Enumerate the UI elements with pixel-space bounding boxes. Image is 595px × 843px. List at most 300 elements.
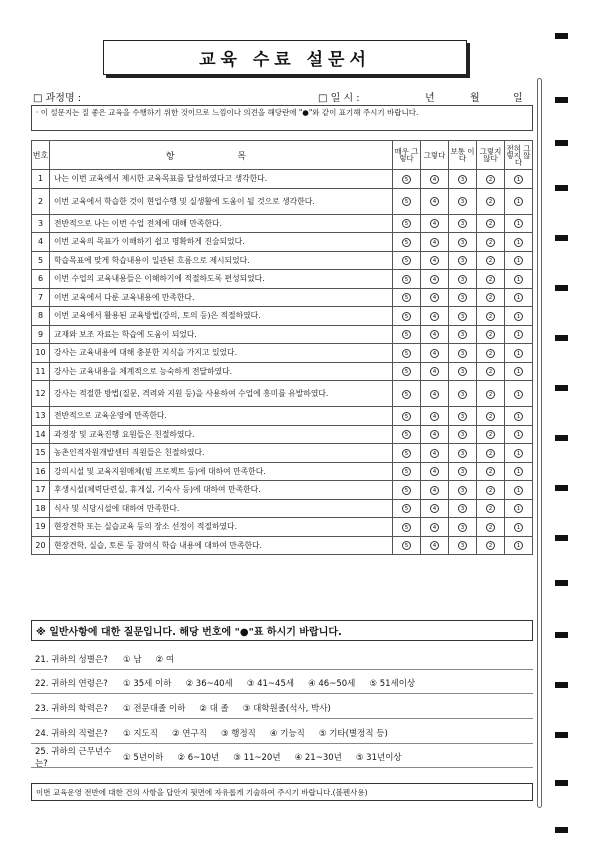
general-question — [31, 746, 533, 768]
score-circle: 4 — [430, 238, 439, 247]
score-option[interactable] — [449, 481, 477, 500]
table-header — [32, 141, 533, 170]
score-option[interactable] — [393, 325, 421, 344]
answer-option[interactable]: ③ 41~45세 — [246, 678, 295, 689]
score-option[interactable] — [421, 362, 449, 381]
score-circle: 2 — [486, 275, 495, 284]
score-circle: 2 — [486, 430, 495, 439]
table-row — [32, 325, 533, 344]
score-circle: 1 — [514, 390, 523, 399]
score-circle: 2 — [486, 367, 495, 376]
date-label: □ 일 시 : — [318, 93, 360, 104]
scale-header-1: 전혀 그렇지 않다 — [505, 141, 533, 170]
answer-option[interactable]: ① 남 — [123, 654, 142, 665]
registration-mark — [555, 385, 568, 391]
score-option[interactable] — [421, 381, 449, 407]
row-question: 강사는 교육내용에 대해 충분한 지식을 가지고 있었다. — [50, 344, 393, 363]
score-circle: 1 — [514, 504, 523, 513]
answer-option[interactable]: ③ 11~20년 — [233, 752, 281, 763]
score-option[interactable] — [393, 381, 421, 407]
score-circle: 2 — [486, 523, 495, 532]
score-circle: 5 — [402, 523, 411, 532]
row-question: 전반적으로 교육운영에 만족한다. — [50, 407, 393, 426]
score-option[interactable] — [421, 518, 449, 537]
score-circle: 2 — [486, 312, 495, 321]
score-option[interactable] — [393, 481, 421, 500]
score-circle: 3 — [458, 238, 467, 247]
score-circle: 1 — [514, 430, 523, 439]
footer-note: 이번 교육운영 전반에 대한 건의 사항을 답안지 뒷면에 자유롭게 기술하여 주시기 바랍니다.(볼펜사용) — [31, 783, 533, 801]
score-circle: 3 — [458, 197, 467, 206]
score-option[interactable] — [505, 362, 533, 381]
row-question: 나는 이번 교육에서 제시한 교육목표를 달성하였다고 생각한다. — [50, 170, 393, 189]
score-circle: 1 — [514, 541, 523, 550]
score-circle: 5 — [402, 330, 411, 339]
score-option[interactable] — [421, 344, 449, 363]
score-circle: 4 — [430, 367, 439, 376]
score-circle: 4 — [430, 486, 439, 495]
general-question — [31, 648, 533, 670]
score-option[interactable] — [477, 288, 505, 307]
row-question: 현장견학 또는 실습교육 등의 장소 선정이 적절하였다. — [50, 518, 393, 537]
score-option[interactable] — [505, 407, 533, 426]
score-option[interactable] — [393, 344, 421, 363]
registration-mark — [555, 285, 568, 291]
row-number: 10 — [32, 344, 50, 363]
registration-mark — [555, 580, 568, 586]
score-option[interactable] — [505, 481, 533, 500]
score-option[interactable] — [421, 425, 449, 444]
score-circle: 4 — [430, 197, 439, 206]
table-row — [32, 270, 533, 289]
answer-option[interactable]: ① 35세 이하 — [123, 678, 172, 689]
table-row — [32, 518, 533, 537]
score-option[interactable] — [449, 214, 477, 233]
score-circle: 2 — [486, 197, 495, 206]
score-option[interactable] — [421, 407, 449, 426]
score-option[interactable] — [477, 481, 505, 500]
registration-mark — [555, 435, 568, 441]
score-circle: 5 — [402, 390, 411, 399]
table-row — [32, 214, 533, 233]
score-option[interactable] — [393, 270, 421, 289]
score-option[interactable] — [449, 499, 477, 518]
registration-mark — [555, 140, 568, 146]
score-circle: 5 — [402, 367, 411, 376]
score-option[interactable] — [449, 307, 477, 326]
row-number: 6 — [32, 270, 50, 289]
survey-table — [31, 140, 533, 555]
score-circle: 2 — [486, 293, 495, 302]
score-option[interactable] — [449, 444, 477, 463]
table-row — [32, 344, 533, 363]
row-number: 15 — [32, 444, 50, 463]
answer-option[interactable]: ② 여 — [155, 654, 175, 665]
score-circle: 4 — [430, 449, 439, 458]
question-label: 22. 귀하의 연령은? — [35, 678, 108, 689]
score-circle: 4 — [430, 430, 439, 439]
score-option[interactable] — [449, 536, 477, 555]
score-circle: 3 — [458, 390, 467, 399]
score-circle: 2 — [486, 541, 495, 550]
row-question: 이번 교육의 목표가 이해하기 쉽고 명확하게 진술되었다. — [50, 233, 393, 252]
row-question: 교재와 보조 자료는 학습에 도움이 되었다. — [50, 325, 393, 344]
answer-option[interactable]: ③ 행정직 — [220, 728, 256, 739]
score-option[interactable] — [477, 362, 505, 381]
registration-mark — [555, 732, 568, 738]
score-option[interactable] — [477, 307, 505, 326]
score-option[interactable] — [449, 425, 477, 444]
row-question: 이번 수업의 교육내용들은 이해하기에 적절하도록 편성되었다. — [50, 270, 393, 289]
score-option[interactable] — [505, 425, 533, 444]
table-row — [32, 188, 533, 214]
score-option[interactable] — [421, 188, 449, 214]
score-option[interactable] — [477, 462, 505, 481]
score-option[interactable] — [505, 251, 533, 270]
row-question: 학습목표에 맞게 학습내용이 일관된 흐름으로 제시되었다. — [50, 251, 393, 270]
score-option[interactable] — [393, 407, 421, 426]
score-option[interactable] — [449, 381, 477, 407]
score-circle: 3 — [458, 523, 467, 532]
row-number: 19 — [32, 518, 50, 537]
score-option[interactable] — [393, 170, 421, 189]
score-option[interactable] — [505, 325, 533, 344]
score-option[interactable] — [477, 518, 505, 537]
answer-option[interactable]: ④ 46~50세 — [308, 678, 356, 689]
score-option[interactable] — [449, 233, 477, 252]
score-circle: 3 — [458, 412, 467, 421]
score-option[interactable] — [477, 214, 505, 233]
score-circle: 1 — [514, 312, 523, 321]
score-option[interactable] — [393, 251, 421, 270]
score-circle: 5 — [402, 312, 411, 321]
score-circle: 5 — [402, 175, 411, 184]
registration-mark — [555, 335, 568, 341]
score-option[interactable] — [505, 536, 533, 555]
question-label: 21. 귀하의 성별은? — [35, 654, 108, 665]
score-option[interactable] — [393, 307, 421, 326]
score-option[interactable] — [505, 214, 533, 233]
score-option[interactable] — [477, 425, 505, 444]
score-circle: 2 — [486, 486, 495, 495]
score-option[interactable] — [421, 170, 449, 189]
table-row — [32, 499, 533, 518]
score-option[interactable] — [393, 214, 421, 233]
row-question: 이번 교육에서 활용된 교육방법(강의, 토의 등)은 적절하였다. — [50, 307, 393, 326]
score-circle: 5 — [402, 504, 411, 513]
score-circle: 4 — [430, 504, 439, 513]
score-option[interactable] — [505, 444, 533, 463]
score-option[interactable] — [477, 170, 505, 189]
score-option[interactable] — [449, 462, 477, 481]
row-number: 18 — [32, 499, 50, 518]
score-option[interactable] — [421, 481, 449, 500]
score-option[interactable] — [477, 499, 505, 518]
score-option[interactable] — [393, 362, 421, 381]
score-option[interactable] — [477, 444, 505, 463]
score-circle: 4 — [430, 541, 439, 550]
score-option[interactable] — [505, 307, 533, 326]
score-option[interactable] — [393, 288, 421, 307]
score-option[interactable] — [505, 288, 533, 307]
row-number: 1 — [32, 170, 50, 189]
score-option[interactable] — [477, 344, 505, 363]
answer-option[interactable]: ③ 대학원졸(석사, 박사) — [242, 703, 331, 714]
score-circle: 3 — [458, 367, 467, 376]
score-circle: 4 — [430, 275, 439, 284]
score-option[interactable] — [449, 344, 477, 363]
score-option[interactable] — [421, 270, 449, 289]
score-circle: 4 — [430, 330, 439, 339]
score-option[interactable] — [421, 462, 449, 481]
question-label: 23. 귀하의 학력은? — [35, 703, 108, 714]
row-number: 20 — [32, 536, 50, 555]
answer-option[interactable]: ⑤ 31년이상 — [355, 752, 402, 763]
score-circle: 1 — [514, 367, 523, 376]
score-circle: 5 — [402, 467, 411, 476]
score-option[interactable] — [477, 270, 505, 289]
score-option[interactable] — [505, 233, 533, 252]
registration-mark — [555, 780, 568, 786]
row-question: 현장견학, 실습, 토론 등 참여식 학습 내용에 대하여 만족한다. — [50, 536, 393, 555]
score-circle: 4 — [430, 467, 439, 476]
answer-option[interactable]: ② 대 졸 — [199, 703, 229, 714]
row-number: 16 — [32, 462, 50, 481]
table-row — [32, 444, 533, 463]
table-row — [32, 307, 533, 326]
table-row — [32, 170, 533, 189]
score-circle: 5 — [402, 293, 411, 302]
score-circle: 1 — [514, 467, 523, 476]
score-circle: 3 — [458, 541, 467, 550]
score-circle: 1 — [514, 275, 523, 284]
score-circle: 4 — [430, 256, 439, 265]
score-option[interactable] — [505, 188, 533, 214]
score-option[interactable] — [393, 233, 421, 252]
table-row — [32, 381, 533, 407]
row-number: 4 — [32, 233, 50, 252]
registration-mark — [555, 235, 568, 241]
score-option[interactable] — [393, 518, 421, 537]
scale-header-5: 매우 그렇다 — [393, 141, 421, 170]
score-circle: 1 — [514, 449, 523, 458]
day-label: 일 — [513, 93, 523, 104]
score-circle: 2 — [486, 390, 495, 399]
col-num-header: 번호 — [32, 141, 50, 170]
row-question: 강사는 적절한 방법(질문, 격려와 지원 등)을 사용하여 수업에 흥미를 유발하였다. — [50, 381, 393, 407]
answer-option[interactable]: ④ 기능직 — [269, 728, 305, 739]
answer-option[interactable]: ② 6~10년 — [177, 752, 220, 763]
answer-option[interactable]: ⑤ 기타(별정직 등) — [318, 728, 388, 739]
table-row — [32, 233, 533, 252]
score-option[interactable] — [421, 536, 449, 555]
score-option[interactable] — [449, 170, 477, 189]
row-number: 13 — [32, 407, 50, 426]
score-circle: 3 — [458, 504, 467, 513]
score-option[interactable] — [449, 251, 477, 270]
score-circle: 5 — [402, 541, 411, 550]
row-number: 5 — [32, 251, 50, 270]
score-option[interactable] — [477, 536, 505, 555]
registration-mark — [555, 33, 568, 39]
answer-option[interactable]: ② 연구직 — [171, 728, 207, 739]
score-option[interactable] — [421, 233, 449, 252]
row-question: 후생시설(체력단련실, 휴게실, 기숙사 등)에 대하여 만족한다. — [50, 481, 393, 500]
answer-option[interactable]: ① 지도직 — [123, 728, 158, 739]
row-question: 이번 교육에서 학습한 것이 현업수행 및 실생활에 도움이 될 것으로 생각한다. — [50, 188, 393, 214]
score-option[interactable] — [449, 362, 477, 381]
score-circle: 3 — [458, 256, 467, 265]
score-circle: 3 — [458, 349, 467, 358]
answer-option[interactable]: ② 36~40세 — [185, 678, 233, 689]
score-circle: 3 — [458, 293, 467, 302]
side-bar — [537, 78, 542, 808]
score-option[interactable] — [477, 407, 505, 426]
score-option[interactable] — [449, 325, 477, 344]
score-circle: 2 — [486, 256, 495, 265]
score-circle: 2 — [486, 175, 495, 184]
registration-mark — [555, 682, 568, 688]
score-option[interactable] — [505, 170, 533, 189]
score-circle: 3 — [458, 219, 467, 228]
score-circle: 5 — [402, 430, 411, 439]
score-option[interactable] — [393, 188, 421, 214]
score-option[interactable] — [477, 233, 505, 252]
score-option[interactable] — [477, 325, 505, 344]
score-circle: 1 — [514, 293, 523, 302]
table-row — [32, 425, 533, 444]
score-circle: 4 — [430, 293, 439, 302]
row-number: 11 — [32, 362, 50, 381]
score-circle: 4 — [430, 412, 439, 421]
answer-option[interactable]: ① 5년이하 — [123, 752, 164, 763]
score-circle: 3 — [458, 467, 467, 476]
score-circle: 2 — [486, 412, 495, 421]
score-circle: 1 — [514, 175, 523, 184]
score-circle: 1 — [514, 238, 523, 247]
score-circle: 1 — [514, 219, 523, 228]
month-label: 월 — [470, 93, 480, 104]
score-option[interactable] — [505, 270, 533, 289]
row-number: 9 — [32, 325, 50, 344]
score-circle: 1 — [514, 197, 523, 206]
row-number: 14 — [32, 425, 50, 444]
general-question — [31, 672, 533, 694]
general-section-title: ※ 일반사항에 대한 질문입니다. 해당 번호에 "●"표 하시기 바랍니다. — [31, 620, 533, 641]
score-option[interactable] — [393, 462, 421, 481]
score-circle: 5 — [402, 486, 411, 495]
score-option[interactable] — [449, 407, 477, 426]
score-option[interactable] — [393, 536, 421, 555]
row-question: 강사는 교육내용을 체계적으로 능숙하게 전달하였다. — [50, 362, 393, 381]
score-option[interactable] — [505, 518, 533, 537]
score-circle: 1 — [514, 523, 523, 532]
score-circle: 4 — [430, 349, 439, 358]
course-name-label: □ 과정명 : — [33, 93, 82, 104]
row-number: 7 — [32, 288, 50, 307]
general-question — [31, 722, 533, 744]
score-option[interactable] — [393, 425, 421, 444]
score-option[interactable] — [449, 518, 477, 537]
score-circle: 3 — [458, 430, 467, 439]
score-circle: 5 — [402, 197, 411, 206]
score-option[interactable] — [421, 444, 449, 463]
score-circle: 3 — [458, 275, 467, 284]
row-number: 3 — [32, 214, 50, 233]
row-number: 12 — [32, 381, 50, 407]
score-option[interactable] — [505, 344, 533, 363]
score-option[interactable] — [421, 499, 449, 518]
score-option[interactable] — [449, 188, 477, 214]
score-option[interactable] — [505, 499, 533, 518]
score-option[interactable] — [421, 251, 449, 270]
row-number: 8 — [32, 307, 50, 326]
registration-mark — [555, 485, 568, 491]
question-label: 24. 귀하의 직렬은? — [35, 728, 108, 739]
row-question: 전반적으로 나는 이번 수업 전체에 대해 만족한다. — [50, 214, 393, 233]
score-circle: 2 — [486, 330, 495, 339]
table-row — [32, 462, 533, 481]
score-circle: 5 — [402, 449, 411, 458]
score-option[interactable] — [477, 251, 505, 270]
score-circle: 4 — [430, 312, 439, 321]
score-option[interactable] — [449, 288, 477, 307]
table-row — [32, 407, 533, 426]
score-option[interactable] — [477, 188, 505, 214]
row-question: 강의시설 및 교육지원매체(빔 프로젝트 등)에 대하여 만족한다. — [50, 462, 393, 481]
table-row — [32, 362, 533, 381]
score-option[interactable] — [505, 381, 533, 407]
score-circle: 3 — [458, 486, 467, 495]
score-circle: 5 — [402, 238, 411, 247]
score-circle: 2 — [486, 449, 495, 458]
score-circle: 2 — [486, 349, 495, 358]
score-circle: 5 — [402, 275, 411, 284]
answer-option[interactable]: ④ 21~30년 — [294, 752, 342, 763]
score-option[interactable] — [477, 381, 505, 407]
answer-option[interactable]: ① 전문대졸 이하 — [123, 703, 186, 714]
table-row — [32, 251, 533, 270]
score-circle: 1 — [514, 330, 523, 339]
col-item-header: 항 목 — [50, 141, 393, 170]
score-circle: 4 — [430, 523, 439, 532]
answer-option[interactable]: ⑤ 51세이상 — [369, 678, 416, 689]
score-option[interactable] — [421, 307, 449, 326]
score-option[interactable] — [393, 499, 421, 518]
row-number: 2 — [32, 188, 50, 214]
instructions: · 이 설문지는 질 좋은 교육을 수행하기 위한 것이므로 느낌이나 의견을 해당란에 "●"와 같이 표기해 주시기 바랍니다. — [31, 105, 533, 131]
score-circle: 5 — [402, 219, 411, 228]
score-circle: 1 — [514, 486, 523, 495]
table-row — [32, 536, 533, 555]
score-circle: 4 — [430, 219, 439, 228]
score-circle: 5 — [402, 256, 411, 265]
score-option[interactable] — [393, 444, 421, 463]
score-option[interactable] — [421, 325, 449, 344]
score-circle: 1 — [514, 256, 523, 265]
score-option[interactable] — [449, 270, 477, 289]
score-option[interactable] — [421, 214, 449, 233]
question-label: 25. 귀하의 근무년수는? — [35, 746, 112, 769]
score-circle: 1 — [514, 412, 523, 421]
score-circle: 2 — [486, 467, 495, 476]
score-option[interactable] — [505, 462, 533, 481]
score-circle: 2 — [486, 504, 495, 513]
score-circle: 5 — [402, 349, 411, 358]
score-option[interactable] — [421, 288, 449, 307]
score-circle: 4 — [430, 390, 439, 399]
table-row — [32, 288, 533, 307]
